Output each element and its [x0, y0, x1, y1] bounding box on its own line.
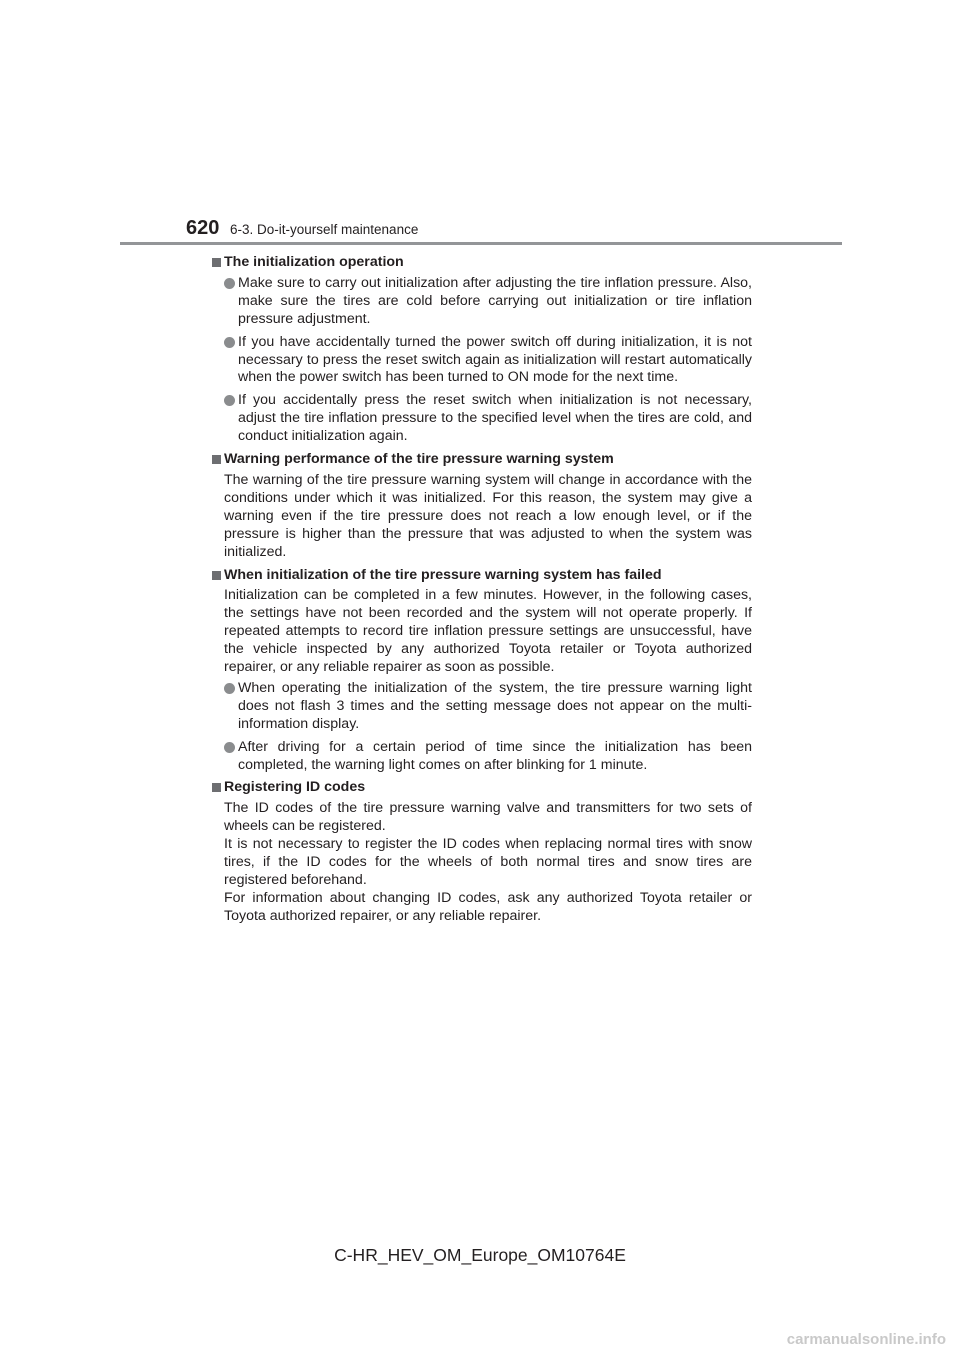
section-heading: The initialization operation	[224, 254, 404, 270]
watermark: carmanualsonline.info	[786, 1331, 946, 1348]
paragraph: The warning of the tire pressure warning system will change in accordance with the conditions under which it was initialized. For this reason, the system may give a warning even if the tire pressure does not reach a low enough level, or if the pressure is higher than the pressure that was adjusted to when the system was initialized.	[224, 471, 752, 560]
section-heading: Warning performance of the tire pressure warning system	[224, 451, 614, 468]
circle-bullet-icon	[224, 395, 235, 406]
circle-bullet-icon	[224, 337, 235, 348]
list-item: After driving for a certain period of time since the initialization has been completed, the warning light comes on after blinking for 1 minute.	[212, 739, 752, 775]
list-item: If you accidentally press the reset switch when initialization is not necessary, adjust the tire inflation pressure to the specified level when the tires are cold, and conduct initialization again.	[212, 392, 752, 446]
header-rule	[120, 242, 842, 245]
circle-bullet-icon	[224, 278, 235, 289]
square-bullet-icon	[212, 455, 221, 464]
circle-bullet-icon	[224, 683, 235, 694]
square-bullet-icon	[212, 258, 221, 267]
paragraph-line: The ID codes of the tire pressure warning valve and transmitters for two sets of wheels can be registered.	[224, 800, 752, 835]
square-bullet-icon	[212, 783, 221, 792]
paragraph-line: For information about changing ID codes, ask any authorized Toyota retailer or Toyota authorized repairer, or any reliable repairer.	[224, 889, 752, 924]
section-initialization-operation	[212, 254, 752, 446]
list-item: Make sure to carry out initialization after adjusting the tire inflation pressure. Also, make sure the tires are cold before carrying out initialization or tire inflation pressure adjustment.	[212, 275, 752, 329]
section-heading: Registering ID codes	[224, 779, 366, 796]
square-bullet-icon	[212, 571, 221, 580]
section-title: 6-3. Do-it-yourself maintenance	[230, 222, 419, 237]
list-item: If you have accidentally turned the power switch off during initialization, it is not necessary to press the reset switch again as initialization will restart automatically when the power switch has been turned to ON mode for the next time.	[212, 334, 752, 388]
circle-bullet-icon	[224, 742, 235, 753]
paragraph: Initialization can be completed in a few minutes. However, in the following cases, the settings have not been recorded and the system will not operate properly. If repeated attempts to record tire inflation pressure settings are unsuccessful, have the vehicle inspected by any authorized Toyota retailer or Toyota authorized repairer, or any reliable repairer as soon as possible.	[224, 587, 752, 676]
section-heading: When initialization of the tire pressure warning system has failed	[224, 566, 662, 583]
paragraph-line: It is not necessary to register the ID codes when replacing normal tires with snow tires, if the ID codes for the wheels of both normal tires and snow tires are registered beforehand.	[224, 836, 752, 888]
manual-code: C-HR_HEV_OM_Europe_OM10764E	[334, 1245, 626, 1265]
page-number: 620	[186, 217, 220, 239]
section-initialization-failed	[212, 567, 752, 775]
page-content	[212, 254, 752, 931]
section-warning-performance	[212, 451, 752, 561]
section-registering-id-codes	[212, 779, 752, 925]
list-item: When operating the initialization of the system, the tire pressure warning light does not flash 3 times and the setting message does not appear on the multi-information display.	[212, 680, 752, 734]
